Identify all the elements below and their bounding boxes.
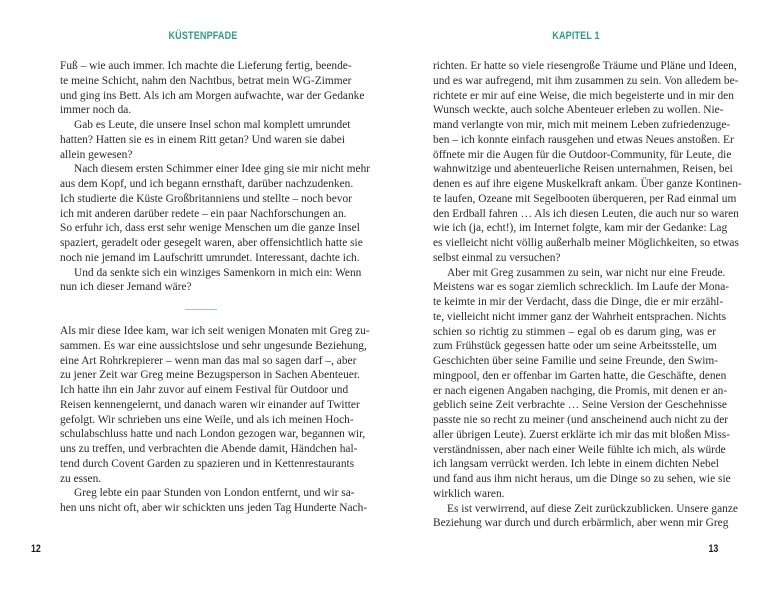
text-line: öffnete mir die Augen für die Outdoor-Community, für Leute, die — [433, 148, 732, 161]
text-line: ben – ich konnte einfach rausgehen und etwas Neues anstoßen. Er — [433, 133, 734, 146]
text-line: spaziert, geradelt oder gesegelt waren, aber offensichtlich hatte sie — [60, 237, 363, 249]
text-line: hatten? Hatten sie es in einem Ritt getan? Und waren sie dabei — [60, 133, 345, 146]
text-line: Ich studierte die Küste Großbritanniens und stellte – noch bevor — [60, 192, 352, 205]
text-line: Beziehung war durch und durch erbärmlich, aber wenn mir Greg — [433, 517, 729, 530]
text-line: aller übrigen Leute). Zuerst erklärte ich mir das mit bloßen Miss- — [433, 428, 731, 441]
text-line: tend durch Covent Garden zu spazieren und in Kettenrestaurants — [60, 457, 355, 470]
text-line: uns zu treffen, und verbrachten die Abende damit, Händchen hal- — [60, 443, 358, 455]
text-line: gefolgt. Wir schrieben uns eine Weile, und als ich meinen Hoch- — [60, 413, 354, 426]
paragraph — [433, 502, 738, 532]
text-line: immer noch da. — [60, 104, 132, 117]
text-line: noch nie jemand im Laufschritt umrundet. Interessant, dachte ich. — [60, 251, 360, 264]
text-line: Reisen kennengelernt, und danach waren wir einander auf Twitter — [60, 398, 360, 411]
text-line: Als mir diese Idee kam, war ich seit wenigen Monaten mit Greg zu- — [60, 325, 370, 337]
text-line: eine Art Rohrkrepierer – wenn man das mal so sagen darf –, aber — [60, 354, 357, 367]
text-line: So erfuhr ich, dass erst sehr wenige Menschen um die ganze Insel — [60, 222, 360, 235]
text-line: schien so richtig zu stimmen – egal ob es darum ging, was er — [433, 325, 716, 338]
text-line: mingpool, den er offenbar im Garten hatte, die Geschäfte, denen — [433, 369, 727, 382]
text-line: verständnissen, aber nach einer Weile fühlte ich mich, als würde — [433, 443, 726, 456]
text-line: Gab es Leute, die unsere Insel schon mal komplett umrundet — [74, 119, 351, 131]
paragraph — [60, 266, 362, 296]
section-divider — [185, 309, 217, 310]
paragraph — [60, 486, 368, 516]
text-line: te keimte in mir der Verdacht, dass die Dinge, die er mir erzähl- — [433, 296, 724, 308]
text-line: Meistens war es sogar ziemlich schrecklich. Im Laufe der Mona- — [433, 281, 730, 294]
paragraph — [60, 59, 365, 118]
text-line: und fand aus ihm nicht heraus, um die Dinge so zu sehen, wie sie — [433, 473, 731, 485]
text-line: aus dem Kopf, und ich begann ernsthaft, darüber nachzudenken. — [60, 178, 354, 190]
text-line: allein gewesen? — [60, 148, 133, 161]
text-line: er nach eigenen Angaben nachging, die Promis, mit denen er an- — [433, 384, 728, 397]
text-line: wahnwitzige und abenteuerliche Reisen unternahmen, Reisen, bei — [433, 163, 733, 176]
text-line: geblich seine Zeit verbrachte … Seine Version der Geschehnisse — [433, 399, 727, 412]
paragraph — [433, 266, 731, 502]
text-line: es vielleicht nicht völlig außerhalb meiner Möglichkeiten, so etwas — [433, 237, 739, 249]
paragraph — [60, 162, 371, 265]
text-line: te laufen, Ozeane mit Segelbooten überqueren, per Rad einmal um — [433, 192, 737, 205]
text-line: te, vielleicht nicht immer ganz der Wahrheit entsprachen. Nichts — [433, 310, 727, 323]
text-line: und es war aufregend, mit ihm zusammen zu sein. Von alledem be- — [433, 74, 739, 87]
text-line: Fuß – wie auch immer. Ich machte die Lieferung fertig, beende- — [60, 60, 352, 72]
text-line: richten. Er hatte so viele riesengroße Träume und Pläne und Ideen, — [433, 60, 737, 72]
page-number: 12 — [31, 543, 41, 555]
page-body — [60, 59, 371, 516]
text-line: mand verlangte von mir, mich mit meinem Leben zufriedenzuge- — [433, 119, 731, 131]
text-line: te meine Schicht, nahm den Nachtbus, betrat mein WG-Zimmer — [60, 74, 352, 87]
right-page — [388, 0, 776, 600]
text-line: selbst einmal zu versuchen? — [433, 251, 561, 264]
text-line: zu jener Zeit war Greg meine Bezugsperson in Sachen Abenteuer. — [60, 369, 360, 382]
page-number: 13 — [708, 543, 718, 555]
text-line: den Erdball fahren … Als ich diesen Leuten, die auch nur so waren — [433, 207, 739, 220]
text-line: richtete er mir auf eine Weise, die mich begeisterte und in mir den — [433, 89, 734, 102]
text-line: zum Frühstück gegessen hatte oder um seine Arbeitsstelle, um — [433, 340, 717, 353]
text-line: ich mit anderen darüber redete – ein paar Nachforschungen an. — [60, 207, 347, 220]
text-line: Wunsch weckte, auch solche Abenteuer erleben zu wollen. Nie- — [433, 104, 724, 117]
text-line: nun ich dieser Jemand wäre? — [60, 281, 192, 294]
text-line: Greg lebte ein paar Stunden von London entfernt, und wir sa- — [74, 487, 355, 500]
text-line: zu essen. — [60, 472, 102, 485]
running-header: KÜSTENPFADE — [168, 30, 238, 42]
text-line: passte nie so recht zu meiner (und anscheinend auch nicht zu der — [433, 414, 729, 426]
text-line: Geschichten über seine Familie und seine Freunde, den Swim- — [433, 355, 719, 367]
text-line: Aber mit Greg zusammen zu sein, war nicht nur eine Freude. — [447, 266, 726, 279]
text-line: Nach diesem ersten Schimmer einer Idee ging sie mir nicht mehr — [74, 163, 371, 176]
page-body — [433, 59, 742, 531]
text-line: ich langsam verrückt werden. Ich lebte in einem dichten Nebel — [433, 458, 719, 471]
text-line: schulabschluss hatte und nach London gezogen war, begannen wir, — [60, 428, 366, 441]
text-line: wie ich (ja, echt!), im Internet folgte, kam mir der Gedanke: Lag — [433, 222, 728, 235]
text-line: wirklich waren. — [433, 487, 505, 500]
paragraph — [60, 324, 370, 486]
paragraph — [433, 59, 742, 266]
text-line: Und da senkte sich ein winziges Samenkorn in mich ein: Wenn — [74, 266, 362, 279]
text-line: hen uns nicht oft, aber wir schickten uns jeden Tag Hunderte Nach- — [60, 502, 368, 514]
text-line: und ging ins Bett. Als ich am Morgen aufwachte, war der Gedanke — [60, 89, 365, 102]
text-line: Ich hatte ihn ein Jahr zuvor auf einem Festival für Outdoor und — [60, 384, 349, 396]
text-line: Es ist verwirrend, auf diese Zeit zurückzublicken. Unsere ganze — [447, 502, 738, 515]
text-line: denen es auf ihre eigene Muskelkraft ankam. Über ganze Kontinen- — [433, 178, 742, 190]
text-line: sammen. Es war eine aussichtslose und sehr ungesunde Beziehung, — [60, 339, 367, 352]
paragraph — [60, 118, 351, 162]
running-header: KAPITEL 1 — [552, 30, 600, 42]
